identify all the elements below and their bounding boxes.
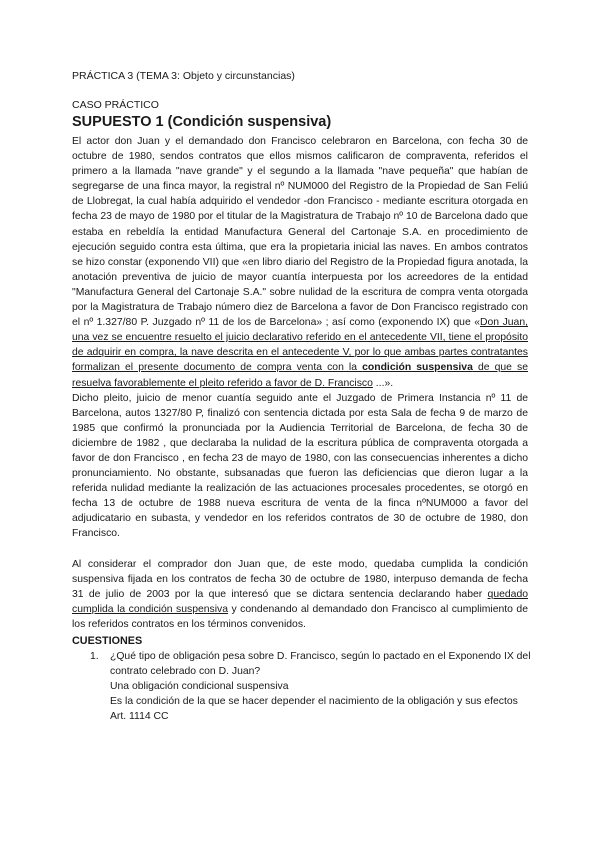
answer-text: Una obligación condicional suspensiva bbox=[110, 681, 289, 693]
explanation-text: Es la condición de la que se hacer depender el nacimiento de la obligación y sus efectos bbox=[110, 696, 518, 708]
case-title: SUPUESTO 1 (Condición suspensiva) bbox=[72, 114, 332, 130]
question-text: ¿Qué tipo de obligación pesa sobre D. Francisco, según lo pactado en el Exponendo IX del contrato celebrado con D. Juan? bbox=[110, 651, 531, 678]
questions-heading: CUESTIONES bbox=[72, 635, 143, 647]
paragraph-facts bbox=[72, 134, 528, 391]
questions-section bbox=[72, 634, 532, 725]
underlined-condition: quedado cumplida la condición suspensiva bbox=[72, 588, 528, 615]
article-reference: Art. 1114 CC bbox=[110, 711, 169, 723]
facts-end: ...». bbox=[372, 377, 394, 389]
case-body bbox=[72, 134, 528, 632]
question-item bbox=[90, 649, 532, 724]
question-content bbox=[110, 649, 532, 724]
paragraph-demand bbox=[72, 557, 528, 632]
paragraph-lawsuit: Dicho pleito, juicio de menor cuantía seguido ante el Juzgado de Primera Instancia nº 11 de Barcelona, autos 1327/80 P, finalizó con sentencia dictada por esta Sala de fecha 9 de marzo de 1985 que confirmó la pronunciada por la Audiencia Territorial de Barcelona, de fecha 30 de diciembre de 1982 , que declaraba la nulidad de la escritura pública de compraventa otorgada a favor de don Francisco , en fecha 23 de mayo de 1980, con las consecuencias inherentes a dicho pronunciamiento. No obstante, subsanadas que fueron las deficiencias que dieron lugar a la referida nulidad mediante la realización de las actuaciones procesales procedentes, se otorgó en fecha 13 de octubre de 1988 nueva escritura de venta de la finca nºNUM000 a favor del adjudicatario en subasta, y vendedor en los referidos contratos de 30 de octubre de 1980, don Francisco. bbox=[72, 392, 528, 540]
question-number: 1. bbox=[90, 651, 99, 663]
underlined-clause-end: de que se resuelva favorablemente el pleito referido a favor de D. Francisco bbox=[72, 362, 529, 389]
condicion-suspensiva-term: condición suspensiva bbox=[362, 362, 473, 374]
case-label: CASO PRÁCTICO bbox=[72, 99, 159, 111]
demand-text: Al considerar el comprador don Juan que, de este modo, quedaba cumplida la condición suspensiva fijada en los contratos de fecha 30 de octubre de 1980, interpuso demanda de fecha 31 de julio de 2003 por la que interesó que se dictara sentencia declarando haber bbox=[72, 558, 528, 600]
demand-text-end: y condenando al demandado don Francisco al cumplimiento de los referidos contratos en los términos convenidos. bbox=[72, 603, 528, 630]
facts-text: El actor don Juan y el demandado don Francisco celebraron en Barcelona, con fecha 30 de octubre de 1980, sendos contratos que ellos mismos calificaron de compraventa, referidos el primero a la llamada "nave grande" y el segundo a la llamada "nave pequeña" que habían de segregarse de una finca mayor, la registral nº NUM000 del Registro de la Propiedad de San Feliú de Llobregat, la cual había adquirido el vendedor -don Francisco - mediante escritura otorgada en fecha 23 de mayo de 1980 por el titular de la Magistratura de Trabajo nº 10 de Barcelona dado que estaba en rebeldía la entidad Manufactura General del Cartonaje S.A. en procedimiento de ejecución seguido contra esta última, que era la propietaria inicial las naves. En ambos contratos se hizo constar (exponendo VII) que «en libro diario del Registro de la Propiedad figura anotada, la anotación preventiva de juicio de mayor cuantía interpuesta por los acreedores de la entidad "Manufactura General del Cartonaje S.A." sobre nulidad de la escritura de compra venta otorgada por la Magistratura de Trabajo número diez de Barcelona a favor de Don Francisco registrado con el nº 1.327/80 P. Juzgado nº 11 de los de Barcelona» ; así como (exponendo IX) que « bbox=[72, 136, 528, 329]
underlined-clause-text: Don Juan, una vez se encuentre resuelto el juicio declarativo referido en el antecedente VII, tiene el propósito de adquirir en compra, la nave descrita en el antecedente V, por lo que ambas partes contratantes formalizan el presente documento de compra venta con la bbox=[72, 317, 528, 374]
practice-header: PRÁCTICA 3 (TEMA 3: Objeto y circunstancias) bbox=[72, 70, 295, 82]
